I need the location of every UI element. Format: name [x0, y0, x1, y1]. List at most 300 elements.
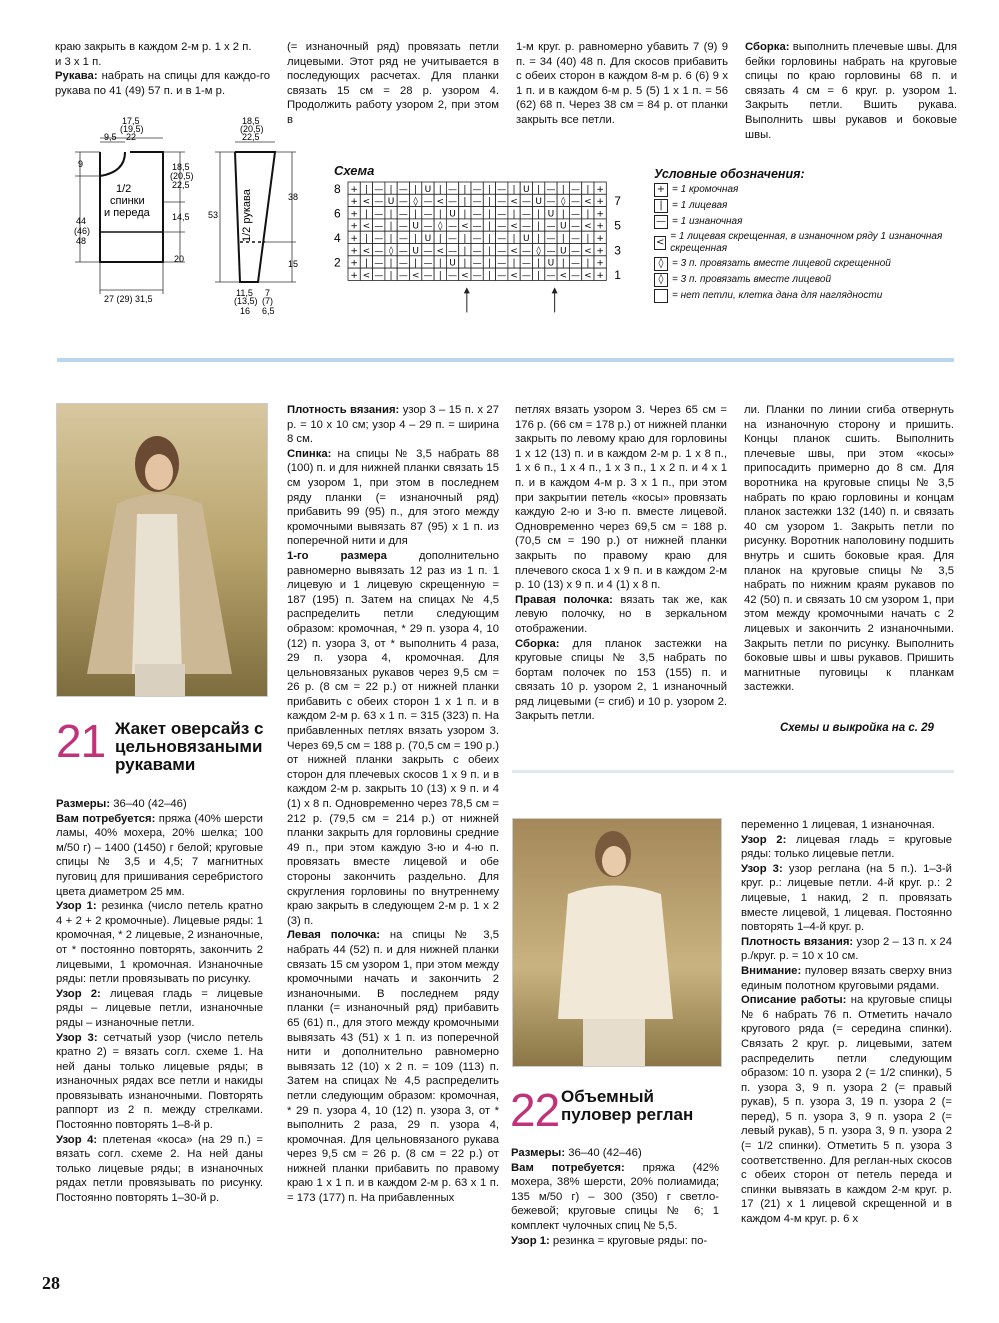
- scheme-symbol: +: [596, 234, 604, 244]
- scheme-symbol: U: [547, 209, 555, 220]
- scheme-symbol: U: [559, 246, 567, 257]
- scheme-symbol: |: [512, 234, 516, 244]
- legend-item: [654, 273, 954, 287]
- scheme-symbol: +: [350, 258, 358, 269]
- scheme-symbol: |: [586, 258, 590, 269]
- scheme-symbol: —: [497, 246, 507, 257]
- scheme-symbol: —: [374, 270, 384, 281]
- scheme-symbol: —: [448, 246, 458, 257]
- scheme-symbol: |: [414, 234, 418, 244]
- scheme-symbol: |: [537, 209, 541, 220]
- scheme-symbol: |: [537, 258, 541, 269]
- a22c1-paragraph: [511, 1146, 719, 1161]
- scheme-symbol: —: [521, 197, 531, 208]
- scheme-symbol: —: [374, 209, 384, 220]
- a21c3-paragraph-label: Сборка:: [515, 637, 560, 650]
- scheme-symbol: |: [463, 197, 467, 208]
- scheme-symbol: +: [350, 270, 358, 281]
- scheme-symbol: —: [521, 246, 531, 257]
- sleeve-dim-bl3: 16: [240, 306, 251, 316]
- top-col2-text: (= изнаночный ряд) провязать петли лицевыми. Этот ряд не учитывается в последующих расчетах. Для планки связать 15 см = 28 р. узором 4. Продолжить работу узором 2, при этом в: [287, 41, 499, 126]
- scheme-symbol: +: [596, 246, 604, 257]
- scheme-symbol: —: [423, 246, 433, 257]
- scheme-symbol: —: [571, 197, 581, 208]
- scheme-symbol: —: [497, 270, 507, 281]
- top-col1-line2: и 3 x 1 п.: [55, 55, 102, 68]
- scheme-symbol: |: [463, 209, 467, 220]
- a22c2-paragraph-text: на круговые спицы № 6 набрать 76 п. Отметить начало кругового ряда (= середина спинки). Связать 2 круг. р. лицевыми, затем распределить петли следующим образом: 10 п. узора 2 (= 1/2 спинки), 5 п. узора 3, 9 п. узора 2 (= правый рукав), 5 п. узора 3, 19 п. узора 2 (= перед), 5 п. узора 3, 9 п. узора 2 (= левый рукав), 5 п. узора 3, 9 п. узора 2 (= 1/2 спинки). Отметить 5 п. узора 3 соответственно. Для реглан-ных скосов с обеих сторон от петель переда и спинки вывязать в каждом 2-м круг. р. 17 (21) x 1 лицевой скрещенной и в каждом 4-м круг. р. 6 x: [741, 994, 952, 1226]
- scheme-symbol: |: [463, 234, 467, 244]
- scheme-symbol: |: [561, 258, 565, 269]
- a21c1-paragraph: [56, 797, 263, 812]
- scheme-symbol: |: [537, 270, 541, 281]
- scheme-symbol: |: [512, 184, 516, 195]
- a22c2-paragraph-text: узор 2 – 13 п. x 24 р./круг. р. = 10 x 10 см.: [741, 935, 952, 963]
- body-dim-bottom-right: 20: [174, 254, 185, 264]
- article-22-title: Объемный пуловер реглан: [561, 1087, 694, 1124]
- assembly-paragraph: [745, 40, 957, 142]
- scheme-symbol: —: [423, 197, 433, 208]
- legend-item: [654, 257, 954, 271]
- scheme-symbol: —: [472, 258, 482, 269]
- a21c2-paragraph-label: Плотность вязания:: [287, 404, 400, 416]
- legend: [654, 168, 954, 305]
- sleeve-dim-bl2: (13,5): [234, 296, 258, 306]
- a22c2-paragraph: [741, 964, 952, 993]
- a22c2-paragraph: [741, 833, 952, 862]
- a22c2-paragraph-text: лицевая гладь = круговые ряды: только лицевые петли.: [741, 833, 952, 861]
- scheme-symbol: <: [584, 221, 592, 232]
- a21c1-paragraph-label: Узор 1:: [56, 900, 97, 913]
- legend-item: [654, 215, 954, 229]
- scheme-symbol: <: [584, 270, 592, 281]
- scheme-symbol: |: [487, 246, 491, 257]
- scheme-symbol: —: [448, 184, 458, 195]
- legend-text: = 1 лицевая скрещенная, в изнаночном ряду 1 изнаночная скрещенная: [670, 231, 943, 254]
- scheme-row-label: 7: [614, 194, 621, 209]
- scheme-symbol: —: [448, 270, 458, 281]
- page-number: 28: [42, 1273, 60, 1293]
- scheme-symbol: U: [547, 258, 555, 269]
- scheme-symbol: —: [571, 184, 581, 195]
- scheme-symbol: +: [350, 209, 358, 220]
- legend-symbol: [654, 289, 668, 303]
- scheme-arrow-head: [464, 287, 470, 293]
- scheme-symbol: —: [571, 209, 581, 220]
- article-21-col-1: [56, 797, 263, 1206]
- legend-symbol: ◊: [654, 257, 668, 271]
- scheme-symbol: ◊: [536, 246, 541, 257]
- scheme-symbol: —: [398, 209, 408, 220]
- scheme-symbol: —: [472, 197, 482, 208]
- scheme-symbol: —: [546, 197, 556, 208]
- scheme-symbol: |: [512, 258, 516, 269]
- scheme-symbol: <: [510, 246, 518, 257]
- scheme-symbol: |: [487, 270, 491, 281]
- a21c2-paragraph: [287, 403, 499, 447]
- a21c3-paragraph-text: вязать так же, как левую полочку, но в зеркальном отображении.: [515, 593, 727, 635]
- body-label-line: 1/2: [116, 183, 132, 195]
- body-dim-top1: 17,5: [122, 116, 140, 126]
- scheme-symbol: +: [350, 197, 358, 208]
- scheme-symbol: U: [424, 234, 432, 244]
- pullover-photo: [512, 818, 722, 1067]
- legend-symbol: +: [654, 183, 668, 197]
- scheme-symbol: +: [350, 221, 358, 232]
- body-dim-right1: 18,5: [172, 162, 190, 172]
- sleeves-paragraph: [55, 69, 270, 98]
- scheme-symbol: —: [472, 246, 482, 257]
- scheme-symbol: |: [438, 184, 442, 195]
- scheme-symbol: +: [596, 197, 604, 208]
- article-21-title: Жакет оверсайз с цельновязаными рукавами: [115, 719, 264, 774]
- scheme-symbol: —: [374, 234, 384, 244]
- scheme-symbol: U: [535, 197, 542, 208]
- a22c2-paragraph: [741, 818, 952, 833]
- body-dim-left2: (46): [74, 226, 91, 236]
- a21c1-paragraph: [56, 987, 263, 1031]
- a21c1-paragraph-label: Размеры:: [56, 798, 111, 810]
- scheme-symbol: |: [487, 197, 491, 208]
- a21c1-paragraph-text: лицевая гладь = лицевые ряды – лицевые петли, изнаночные ряды – изнаночные петли.: [56, 987, 263, 1029]
- body-dim-left-top: 9,5: [104, 132, 117, 142]
- a21c2-paragraph-label: Спинка:: [287, 447, 332, 460]
- body-dim-top2: (19,5): [120, 124, 144, 134]
- scheme-symbol: —: [398, 246, 408, 257]
- scheme-symbol: —: [472, 270, 482, 281]
- a21c1-paragraph-label: Узор 2:: [56, 987, 101, 1000]
- scheme-symbol: —: [423, 258, 433, 269]
- scheme-symbol: U: [412, 246, 419, 257]
- scheme-symbol: —: [448, 221, 458, 232]
- legend-text: = 1 кромочная: [672, 184, 739, 195]
- a21c1-paragraph-text: сетчатый узор (число петель кратно 2) = вязать согл. схеме 1. На ней даны только лицевые ряды; в изнаночных рядах все петли и накиды провязывать изнаночными. Повторять раппорт из 2 п. между стрелками. Постоянно повторять 1–8-й р.: [56, 1031, 263, 1132]
- scheme-symbol: +: [596, 184, 604, 195]
- a21c1-paragraph-text: 36–40 (42–46): [110, 798, 187, 810]
- legend-symbol: ◊: [654, 273, 668, 287]
- scheme-symbol: U: [412, 221, 419, 232]
- a21c2-paragraph-text: узор 3 – 15 п. x 27 р. = 10 x 10 см; узор 4 – 29 п. = ширина 8 см.: [287, 404, 499, 446]
- a21c3-paragraph-text: петлях вязать узором 3. Через 65 см = 176 р. (66 см = 178 р.) от нижней планки закрыть по левому краю для горловины 1 x 12 (13) п. и в каждом 2-м р. 1 x 8 п., 1 x 6 п., 1 x 4 п., 1 x 3 п., 1 x 2 п. и 4 x 1 п. и в каждом 4-м р. 3 x 1 п., при этом при закрытии петель «косы» провязать каждую 2-ю и 3-ю п. вместе лицевой. Одновременно через 69,5 см = 188 р. (70,5 см = 190 р.) от нижней планки закрыть по правому краю для плечевого скоса 1 x 9 п. и в каждом 2-м р. 10 (13) x 9 п. и 4 (1) x 8 п.: [515, 404, 727, 592]
- scheme-symbol: —: [521, 270, 531, 281]
- top-col3-text: 1-м круг. р. равномерно убавить 7 (9) 9 п. = 34 (40) 48 п. Для скосов прибавить с обеих сторон в каждом 8-м р. 6 (6) 9 x 1 п. и в каждом 6-м р. 5 (5) 1 x 1 п. = 56 (62) 68 п. Через 38 см = 84 р. от планки закрыть все петли.: [516, 41, 728, 126]
- a21c1-paragraph: [56, 812, 263, 900]
- legend-item: [654, 289, 954, 303]
- scheme-symbol: —: [472, 184, 482, 195]
- legend-item: [654, 183, 954, 197]
- body-dim-left3: 48: [76, 236, 87, 246]
- a21c2-paragraph-label: 1-го размера: [287, 549, 387, 562]
- scheme-symbol: —: [423, 209, 433, 220]
- body-dim-mid-right: 14,5: [172, 212, 190, 222]
- scheme-symbol: +: [596, 221, 604, 232]
- scheme-row-label: 2: [334, 255, 341, 270]
- scheme-grid: [330, 178, 620, 323]
- legend-text: = 1 изнаночная: [672, 216, 743, 227]
- top-col1-line1: краю закрыть в каждом 2-м р. 1 x 2 п.: [55, 41, 252, 53]
- scheme-symbol: <: [510, 197, 518, 208]
- scheme-symbol: —: [546, 246, 556, 257]
- scheme-symbol: |: [389, 258, 393, 269]
- scheme-symbol: —: [546, 184, 556, 195]
- a21c1-paragraph: [56, 899, 263, 987]
- scheme-symbol: +: [350, 234, 358, 244]
- a21c2-paragraph-text: на спицы № 3,5 набрать 88 (100) п. и для нижней планки связать 15 см узором 1, при этом в последнем ряду планки (= изнаночный ряд) прибавить 99 (95) п., для этого между кромочными вывязать 87 (95) x 1 п. из поперечной нити и для: [287, 447, 499, 548]
- scheme-symbol: |: [389, 270, 393, 281]
- sleeve-dim-right-bottom: 15: [288, 259, 299, 269]
- scheme-symbol: ◊: [438, 221, 443, 232]
- scheme-symbol: U: [449, 209, 456, 220]
- a21c2-paragraph: [287, 549, 499, 928]
- scheme-symbol: —: [571, 221, 581, 232]
- scheme-symbol: <: [362, 246, 371, 257]
- a22c1-paragraph-text: резинка = круговые ряды: по-: [549, 1234, 708, 1247]
- sleeve-dim-bl1: 11,5: [236, 288, 253, 298]
- scheme-symbol: ◊: [561, 197, 566, 208]
- scheme-symbol: <: [510, 270, 518, 281]
- scheme-row-label: 4: [334, 231, 341, 245]
- scheme-symbol: +: [596, 209, 604, 220]
- scheme-symbol: —: [374, 246, 384, 257]
- a21c3-paragraph: [515, 593, 727, 637]
- scheme-symbol: —: [423, 221, 433, 232]
- a21c2-paragraph-text: на спицы № 3,5 набрать 44 (52) п. и для нижней планки связать 15 см узором 1, при этом между кромочными начать и закончить 2 изнаночными. В последнем ряду планки (= изнаночный ряд) прибавить 65 (61) п., для этого между кромочными вывязать 43 (51) x 1 п. из поперечной нити и дополнительно равномерно вывязать 12 (10) x 2 п. = 109 (113) п. Затем на спицах № 4,5 распределить петли следующим образом: кромочная, * 29 п. узора 4, 10 (12) п. узора 3, от * выполнить 2 раза, 29 п. узора 4, кромочная. Для цельновязаного рукава через 9,5 см = 26 р. (8 см = 22 р.) от нижней планки прибавить по правому краю 1 x 1 п. и в каждом 2-м р. 63 x 1 п. = 173 (177) п. На прибавленных: [287, 929, 499, 1205]
- scheme-symbol: |: [537, 234, 541, 244]
- article-22-col-1: [511, 1146, 719, 1248]
- scheme-symbol: <: [362, 221, 371, 232]
- scheme-symbol: |: [414, 184, 418, 195]
- top-col-4: [745, 40, 957, 142]
- legend-text: = 3 п. провязать вместе лицевой: [672, 274, 832, 285]
- sleeve-dim-left: 53: [208, 210, 219, 220]
- a21c1-paragraph-label: Вам потребуется:: [56, 812, 156, 825]
- scheme-symbol: —: [546, 270, 556, 281]
- scheme-symbol: |: [487, 209, 491, 220]
- scheme-symbol: |: [364, 184, 368, 195]
- body-dim-neck: 9: [78, 159, 84, 169]
- legend-item: [654, 199, 954, 213]
- a22c1-paragraph-text: пряжа (42% мохера, 38% шерсти, 20% полиамида; 135 м/50 г) – 300 (350) г светло-бежевой; круговые спицы № 6; 1 комплект чулочных спиц № 5,5.: [511, 1161, 719, 1232]
- a21c3-paragraph: [515, 403, 727, 593]
- scheme-symbol: <: [436, 197, 445, 208]
- legend-symbol: —: [656, 216, 666, 227]
- a21c2-paragraph: [287, 928, 499, 1205]
- scheme-symbol: —: [497, 184, 507, 195]
- pullover-photo-image: [513, 819, 721, 1066]
- scheme-symbol: —: [546, 234, 556, 244]
- a22c2-paragraph-label: Плотность вязания:: [741, 935, 854, 948]
- scheme-symbol: |: [537, 221, 541, 232]
- scheme-symbol: |: [487, 258, 491, 269]
- article-21-col4-text: ли. Планки по линии сгиба отвернуть на изнаночную сторону и пришить. Концы планок сшить. Выполнить плечевые швы, при этом «косы» припосадить примерно до 8 см. Для воротника на круговые спицы № 3,5 набрать по краю горловины и концам планок застежки 132 (140) п. и связать 40 см узором 1. Закрыть петли по рисунку. Воротник наполовину подшить внутрь и сшить боковые края. Для планок на круговые спицы № 3,5 набрать по нижним краям рукавов по 42 (50) п. и связать 10 см узором 1, при этом между кромочными начать с 2 лицевых и закончить 2 изнаночными. Закрыть петли по рисунку. Выполнить боковые швы и швы рукавов. Пришить магнитные пуговицы к планкам застежки.: [744, 404, 954, 694]
- scheme-symbol: —: [472, 221, 482, 232]
- scheme-symbol: —: [497, 234, 507, 244]
- scheme-symbol: +: [596, 258, 604, 269]
- scheme-symbol: +: [596, 270, 604, 281]
- scheme-symbol: U: [424, 184, 432, 195]
- scheme-symbol: —: [497, 209, 507, 220]
- scheme-symbol: —: [448, 197, 458, 208]
- a22c2-paragraph-text: пуловер вязать сверху вниз единым полотном круговыми рядами.: [741, 964, 952, 992]
- a21c1-paragraph: [56, 1031, 263, 1133]
- a22c1-paragraph: [511, 1234, 719, 1249]
- body-dim-top3: 22: [126, 132, 137, 142]
- a22c2-paragraph: [741, 862, 952, 935]
- pattern-diagram: [60, 112, 320, 324]
- scheme-symbol: <: [584, 246, 592, 257]
- scheme-symbol: |: [438, 209, 442, 220]
- a22c1-paragraph-label: Вам потребуется:: [511, 1161, 625, 1174]
- scheme-symbol: |: [364, 258, 368, 269]
- body-dim-bottom: 27 (29) 31,5: [104, 294, 153, 304]
- a21c2-paragraph-label: Левая полочка:: [287, 929, 381, 942]
- sleeve-label: 1/2 рукава: [241, 189, 253, 242]
- article-21-col-3: [515, 403, 727, 724]
- a22c2-paragraph-label: Узор 3:: [741, 862, 783, 875]
- scheme-symbol: |: [537, 184, 541, 195]
- a22c2-paragraph-label: Узор 2:: [741, 833, 787, 846]
- article-22-number: 22: [510, 1084, 560, 1136]
- scheme-symbol: —: [423, 270, 433, 281]
- legend-title: Условные обозначения:: [654, 167, 805, 181]
- scheme-symbol: —: [546, 221, 556, 232]
- scheme-symbol: —: [398, 184, 408, 195]
- a22c2-paragraph-label: Внимание:: [741, 964, 802, 977]
- scheme-row-label: 1: [614, 267, 621, 282]
- scheme-symbol: —: [374, 221, 384, 232]
- legend-text: = нет петли, клетка дана для наглядности: [672, 290, 883, 301]
- a21c3-paragraph-text: для планок застежки на круговые спицы № 3,5 набрать по бортам полочек по 153 (155) п. и связать 10 р. узором 2, 1 изнаночный ряд лицевыми (= сгиб) и 10 р. узором 2. Закрыть петли.: [515, 637, 727, 723]
- assembly-text: выполнить плечевые швы. Для бейки горловины набрать на круговые спицы по краю горловины 68 п. и связать 4 см = 6 круг. р. узором 1. Закрыть петли. Вшить рукава. Выполнить швы рукавов и боковые швы.: [745, 41, 958, 141]
- scheme-symbol: |: [586, 209, 590, 220]
- section-separator: [57, 358, 954, 362]
- legend-symbol: <: [655, 237, 665, 248]
- scheme-symbol: —: [472, 234, 482, 244]
- scheme-symbol: |: [389, 209, 393, 220]
- scheme-symbol: |: [438, 270, 442, 281]
- scheme-symbol: |: [414, 209, 418, 220]
- scheme-symbol: U: [449, 258, 456, 269]
- a22c1-paragraph-text: 36–40 (42–46): [565, 1147, 642, 1159]
- scheme-symbol: <: [362, 270, 371, 281]
- top-col-1: [55, 40, 270, 98]
- scheme-symbol: <: [411, 270, 420, 281]
- a22c2-paragraph-text: узор реглана (на 5 п.). 1–3-й круг. р.: лицевые петли. 4-й круг. р.: 2 лицевые, 1 накид, 2 п. провязать вместе лицевой, 1 лицевая. Постоянно повторять 1–4-й круг. р.: [741, 862, 952, 934]
- sleeve-dim-br3: 6,5: [262, 306, 275, 316]
- legend-text: = 3 п. провязать вместе лицевой скрещенной: [672, 258, 891, 269]
- body-label-line2: спинки: [110, 195, 145, 207]
- scheme-symbol: —: [571, 246, 581, 257]
- a21c1-paragraph: [56, 1133, 263, 1206]
- scheme-symbol: <: [461, 221, 469, 232]
- legend-items: [654, 183, 954, 303]
- scheme-symbol: U: [523, 184, 530, 195]
- scheme-symbol: —: [374, 197, 384, 208]
- article-21-col-2: [287, 403, 499, 1206]
- a21c3-paragraph-label: Правая полочка:: [515, 593, 613, 606]
- scheme-symbol: <: [461, 270, 469, 281]
- a22c2-paragraph: [741, 935, 952, 964]
- body-label-line3: и переда: [104, 207, 150, 219]
- sleeves-text: набрать на спицы для каждо-го рукава по 41 (49) 57 п. и в 1-м р.: [55, 70, 271, 97]
- scheme-row-label: 6: [334, 206, 341, 221]
- scheme-symbol: |: [487, 234, 491, 244]
- scheme-symbol: ◊: [413, 197, 418, 208]
- body-dim-right3: 22,5: [172, 180, 190, 190]
- scheme-symbol: |: [364, 209, 368, 220]
- scheme-symbol: |: [463, 258, 467, 269]
- scheme-symbol: —: [448, 234, 458, 244]
- scheme-symbol: —: [521, 221, 531, 232]
- legend-text: = 1 лицевая: [672, 200, 728, 211]
- scheme-symbol: —: [497, 258, 507, 269]
- scheme-symbol: |: [463, 246, 467, 257]
- sleeve-dim-top1: 18,5: [242, 116, 260, 126]
- minor-separator: [512, 770, 954, 773]
- sleeve-dim-top3: 22,5: [242, 132, 260, 142]
- assembly-label: Сборка:: [745, 41, 790, 53]
- scheme-symbol: |: [561, 234, 565, 244]
- scheme-symbol: |: [487, 184, 491, 195]
- scheme-symbol: |: [586, 184, 590, 195]
- legend-item: [654, 231, 954, 255]
- sleeve-dim-br2: (7): [262, 296, 273, 306]
- scheme-row-label: 5: [614, 218, 621, 233]
- scheme-symbol: |: [512, 209, 516, 220]
- scheme-symbol: |: [438, 234, 442, 244]
- scheme-symbol: |: [561, 209, 565, 220]
- scheme-symbol: <: [436, 246, 445, 257]
- scheme-symbol: U: [387, 197, 395, 208]
- scheme-symbol: <: [362, 197, 371, 208]
- scheme-symbol: —: [497, 197, 507, 208]
- scheme-symbol: —: [571, 270, 581, 281]
- scheme-symbol: <: [510, 221, 518, 232]
- scheme-symbol: |: [364, 234, 368, 244]
- scheme-symbol: |: [561, 184, 565, 195]
- scheme-symbol: |: [389, 221, 393, 232]
- a21c2-paragraph-text: дополнительно равномерно вывязать 12 раз из 1 п. 1 лицевую и 1 лицевую скрещенную = 187 (195) п. Затем на спицах № 4,5 распределить петли следующим образом: кромочная, * 29 п. узора 4, 10 (12) п. узора 3, от * выполнить 4 раза, 29 п. узора 4, кромочная. Для цельновязаных рукавов через 9,5 см = 26 р. (8 см = 22 р.) от нижней планки прибавить с обеих сторон 1 x 1 п. и в каждом 2-м р. 63 x 1 п. = 315 (323) п. На прибавленных петлях вязать узором 3. Через 69,5 см = 188 р. (70,5 см = 190 р.) от нижней планки закрыть с обеих сторон для плечевых скосов 1 x 9 п. и в каждом 2-м р. закрыть 10 (13) x 9 п. и 4 (1) x 8 п. Одновременно через 78,5 см = 212 р. (79,5 см = 214 р.) от нижней планки закрыть для горловины средние 49 п., при этом каждую 3-ю и 4-ю п. провязать вместе лицевой и обе стороны закончить раздельно. Для скругления горловины по внутреннему краю закрыть в следующем 2-м р. 1 x 2 (3) п.: [287, 549, 500, 927]
- scheme-symbol: ◊: [388, 246, 394, 257]
- scheme-symbol: |: [487, 221, 491, 232]
- scheme-symbol: —: [521, 258, 531, 269]
- a22c1-paragraph-label: Размеры:: [511, 1147, 566, 1159]
- a22c2-paragraph-label: Описание работы:: [741, 994, 847, 1007]
- jacket-photo-image: [57, 404, 267, 696]
- article-21-col-4: [744, 403, 954, 695]
- scheme-symbol: —: [374, 184, 384, 195]
- scheme-symbol: —: [398, 258, 408, 269]
- scheme-symbol: <: [559, 270, 568, 281]
- article-22-col-2: [741, 818, 952, 1227]
- scheme-symbol: |: [389, 234, 393, 244]
- scheme-symbol: |: [438, 258, 442, 269]
- scheme-symbol: |: [389, 184, 393, 195]
- jacket-photo: [56, 403, 268, 697]
- a22c1-paragraph: [511, 1161, 719, 1234]
- scheme-symbol: —: [571, 258, 581, 269]
- scheme-symbol: |: [463, 184, 467, 195]
- scheme-symbol: U: [559, 221, 567, 232]
- scheme-symbol: —: [472, 209, 482, 220]
- scheme-symbol: —: [374, 258, 384, 269]
- body-dim-left1: 44: [76, 216, 87, 226]
- a21c1-paragraph-text: резинка (число петель кратно 4 + 2 + 2 кромочные). Лицевые ряды: 1 кромочная, * 2 лицевые, 2 изнаночные, от * постоянно повторять, закончить 2 лицевыми, 1 кромочная. Изнаночные ряды: петли провязывать по рисунку.: [56, 900, 263, 986]
- scheme-symbol: —: [398, 270, 408, 281]
- scheme-symbol: —: [497, 221, 507, 232]
- a21c1-paragraph-label: Узор 4:: [56, 1133, 98, 1146]
- scheme-symbol: <: [584, 197, 592, 208]
